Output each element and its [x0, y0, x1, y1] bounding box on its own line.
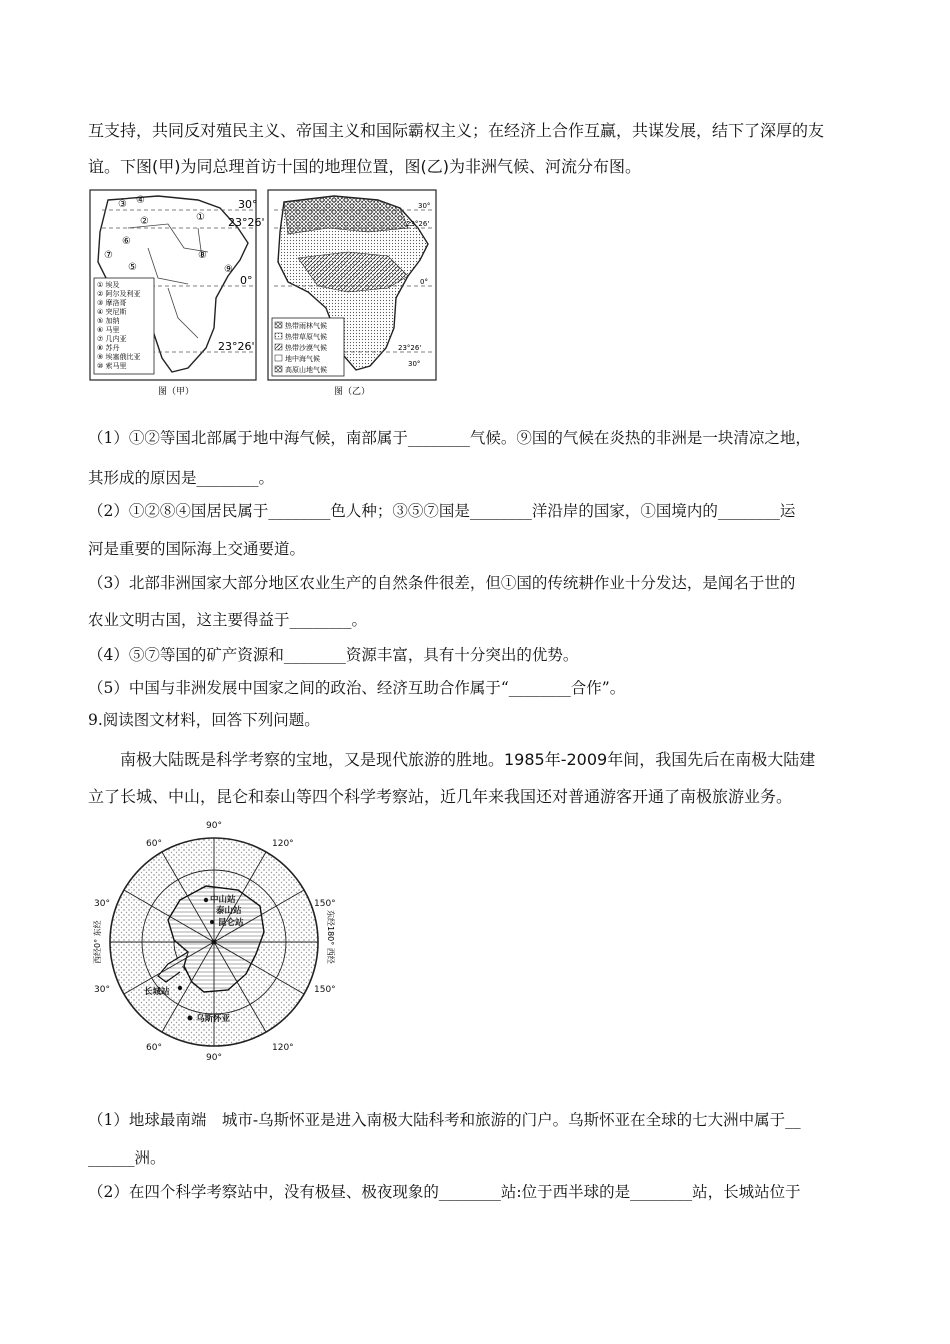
country-marker-4: ④	[136, 195, 145, 206]
svg-text:⑥ 马里: ⑥ 马里	[97, 326, 120, 334]
caption-right: 图（乙）	[334, 387, 371, 397]
svg-text:⑧ 苏丹: ⑧ 苏丹	[97, 344, 120, 352]
deg-left-1: 60°	[146, 839, 162, 849]
svg-text:高原山地气候: 高原山地气候	[285, 366, 327, 374]
lat-eq-left: 0°	[240, 274, 253, 287]
q9-text-line1: 南极大陆既是科学考察的宝地，又是现代旅游的胜地。1985年-2009年间，我国先后在南极大陆建	[120, 750, 816, 769]
intro-line-1: 互支持，共同反对殖民主义、帝国主义和国际霸权主义；在经济上合作互赢，共谋发展，结下了深厚的友	[88, 121, 825, 140]
country-marker-2: ②	[140, 216, 149, 227]
antarctica-map-figure	[88, 814, 336, 1062]
q9-number: 9.	[88, 711, 103, 729]
svg-text:地中海气候: 地中海气候	[285, 355, 320, 363]
station-changcheng: 长城站	[144, 987, 170, 997]
svg-text:热带雨林气候: 热带雨林气候	[285, 322, 327, 330]
deg-right-1: 120°	[272, 839, 294, 849]
deg-left-3: 30°	[94, 985, 110, 995]
lat-2326n-left: 23°26'	[228, 216, 265, 229]
q8-part3-line1: （3）北部非洲国家大部分地区农业生产的自然条件很差，但①国的传统耕作业十分发达，是闻名于世的	[88, 574, 796, 592]
deg-bottom: 90°	[206, 1053, 222, 1062]
svg-text:② 阿尔及利亚: ② 阿尔及利亚	[97, 290, 141, 298]
deg-left-2: 30°	[94, 899, 110, 909]
country-marker-8: ⑧	[198, 250, 207, 261]
west-longitude-label: 西经0° 东经	[93, 920, 102, 964]
q8-part2-line2: 河是重要的国际海上交通要道。	[88, 540, 306, 558]
deg-right-3: 150°	[314, 985, 336, 995]
q9-title: 阅读图文材料，回答下列问题。	[102, 711, 320, 729]
city-ushuaia: 乌斯怀亚	[196, 1014, 231, 1024]
svg-text:⑨ 埃塞俄比亚: ⑨ 埃塞俄比亚	[97, 353, 141, 361]
lat-30n-right: 30°	[418, 202, 431, 210]
q9-part1-line2: ______洲。	[88, 1149, 166, 1167]
svg-text:⑦ 几内亚: ⑦ 几内亚	[97, 335, 127, 343]
q9-text-line2: 立了长城、中山，昆仑和泰山等四个科学考察站，近几年来我国还对普通游客开通了南极旅游业务。	[88, 787, 793, 806]
station-zhongshan: 中山站	[210, 895, 236, 905]
svg-text:⑤ 加纳: ⑤ 加纳	[97, 317, 120, 325]
lat-30n-left: 30°	[238, 198, 258, 211]
svg-text:③ 摩洛哥: ③ 摩洛哥	[97, 299, 127, 307]
q8-part5: （5）中国与非洲发展中国家之间的政治、经济互助合作属于“________合作”。	[88, 679, 626, 697]
country-marker-7: ⑦	[104, 250, 113, 261]
q8-part1-line1: （1）①②等国北部属于地中海气候，南部属于________气候。⑨国的气候在炎热的非洲是一块清凉之地，	[88, 429, 811, 447]
q8-part1-line2: 其形成的原因是________。	[88, 469, 275, 487]
q8-part4: （4）⑤⑦等国的矿产资源和________资源丰富，具有十分突出的优势。	[88, 646, 579, 664]
station-kunlun: 昆仑站	[218, 918, 244, 928]
q9-part2-line1: （2）在四个科学考察站中，没有极昼、极夜现象的________站:位于西半球的是________站，长城站位于	[88, 1183, 801, 1201]
lat-2326n-right: 23°26'	[406, 220, 430, 228]
deg-right-2: 150°	[314, 899, 336, 909]
caption-left: 图（甲）	[158, 387, 195, 397]
q8-part2-line1: （2）①②⑧④国居民属于________色人种；③⑤⑦国是________洋沿岸的国家，①国境内的________运	[88, 502, 796, 520]
q8-part3-line2: 农业文明古国，这主要得益于________。	[88, 611, 368, 629]
q9-heading	[88, 703, 868, 738]
lat-eq-right: 0°	[420, 278, 428, 286]
svg-text:① 埃及: ① 埃及	[97, 281, 120, 289]
deg-top: 90°	[206, 821, 222, 831]
country-marker-3: ③	[118, 199, 127, 210]
intro-line-2: 谊。下图(甲)为同总理首访十国的地理位置，图(乙)为非洲气候、河流分布图。	[88, 157, 641, 176]
deg-left-4: 60°	[146, 1043, 162, 1053]
country-marker-1: ①	[196, 212, 205, 223]
svg-text:热带草原气候: 热带草原气候	[285, 333, 327, 341]
lat-2326s-right: 23°26'	[398, 344, 422, 352]
country-marker-9: ⑨	[224, 264, 233, 275]
africa-maps-figure	[88, 188, 440, 400]
deg-right-4: 120°	[272, 1043, 294, 1053]
q9-part1-line1: （1）地球最南端 城市-乌斯怀亚是进入南极大陆科考和旅游的门户。乌斯怀亚在全球的七大洲中属于__	[88, 1111, 801, 1129]
country-marker-6: ⑥	[122, 236, 131, 247]
svg-text:热带沙漠气候: 热带沙漠气候	[285, 344, 327, 352]
svg-text:④ 突尼斯: ④ 突尼斯	[97, 308, 127, 316]
svg-text:⑩ 索马里: ⑩ 索马里	[97, 362, 127, 370]
station-taishan: 泰山站	[216, 906, 242, 916]
lat-30s-right: 30°	[408, 360, 421, 368]
lat-2326s-left: 23°26'	[218, 340, 255, 353]
country-marker-5: ⑤	[128, 262, 137, 273]
east-longitude-label: 东经180° 西经	[326, 910, 335, 964]
